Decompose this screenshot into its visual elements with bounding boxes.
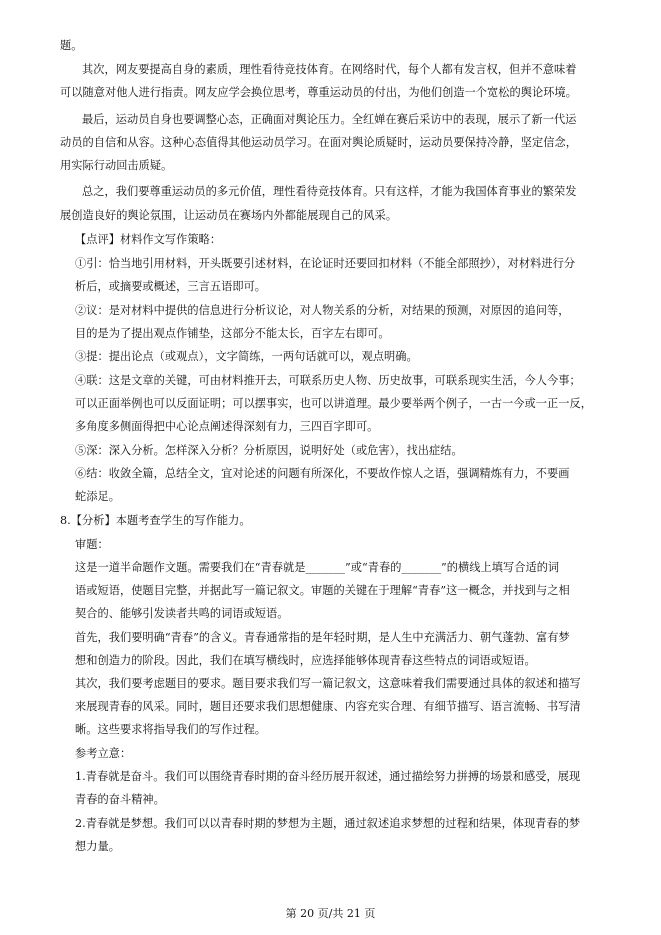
text-line: 想力量。 <box>75 840 120 853</box>
text-line: 总之，我们要尊重运动员的多元价值，理性看待竞技体育。只有这样，才能为我国体育事业的繁荣发 <box>82 185 577 198</box>
text-line: ⑤深：深入分析。怎样深入分析？分析原因，说明好处（或危害），找出症结。 <box>75 444 463 457</box>
text-line: 多角度多侧面得把中心论点阐述得深刻有力，三四百字即可。 <box>75 420 379 433</box>
text-line: 可以正面举例也可以反面证明；可以摆事实，也可以讲道理。最少要举两个例子，一古一今或一正一反， <box>75 397 592 410</box>
text-line: 来展现青春的风采。同时，题目还要求我们思想健康、内容充实合理、有细节描写、语言流畅、书写清 <box>75 700 581 713</box>
text-line: 首先，我们要明确“青春”的含义。青春通常指的是年轻时期，是人生中充满活力、朝气蓬勃、富有梦 <box>75 631 570 644</box>
text-line: 审题： <box>75 538 109 551</box>
text-line: ⑥结：收敛全篇，总结全文，宜对论述的问题有所深化，不要故作惊人之语，强调精炼有力，不要画 <box>75 467 570 480</box>
text-line: 想和创造力的阶段。因此，我们在填写横线时，应选择能够体现青春这些特点的词语或短语。 <box>75 654 536 667</box>
text-line: 青春的奋斗精神。 <box>75 793 165 806</box>
text-line: 2.青春就是梦想。我们可以以青春时期的梦想为主题，通过叙述追求梦想的过程和结果，体现青春的梦 <box>75 817 581 830</box>
text-line: 析后，或摘要或概述，三言五语即可。 <box>75 280 267 293</box>
text-line: 其次，网友要提高自身的素质，理性看待竞技体育。在网络时代，每个人都有发言权，但并不意味着 <box>82 63 577 76</box>
text-line: 蛇添足。 <box>75 490 120 503</box>
text-line: 可以随意对他人进行指责。网友应学会换位思考，尊重运动员的付出，为他们创造一个宽松的舆论环境。 <box>60 86 577 99</box>
text-line: 晰。这些要求将指导我们的写作过程。 <box>75 723 267 736</box>
text-line: 其次，我们要考虑题目的要求。题目要求我们写一篇记叙文，这意味着我们需要通过具体的叙述和描写 <box>75 677 581 690</box>
text-line: 8.【分析】本题考查学生的写作能力。 <box>60 514 251 527</box>
text-line: ③提：提出论点（或观点），文字简练，一两句话就可以，观点明确。 <box>75 350 418 363</box>
page-number-footer: 第 20 页/共 21 页 <box>285 907 376 920</box>
text-line: 这是一道半命题作文题。需要我们在“青春就是_______”或“青春的_______”的横线上填写合适的词 <box>75 561 560 574</box>
text-line: 语或短语，使题目完整，并据此写一篇记叙文。审题的关键在于理解“青春”这一概念，并找到与之相 <box>75 584 570 597</box>
text-line: 参考立意： <box>75 747 132 760</box>
text-line: 最后，运动员自身也要调整心态，正确面对舆论压力。全红婵在赛后采访中的表现，展示了新一代运 <box>82 113 577 126</box>
text-line: ②议：是对材料中提供的信息进行分析议论，对人物关系的分析，对结果的预测，对原因的追问等， <box>75 304 570 317</box>
text-line: 用实际行动回击质疑。 <box>60 159 173 172</box>
text-line: 契合的、能够引发读者共鸣的词语或短语。 <box>75 607 289 620</box>
text-line: ④联：这是文章的关键，可由材料推开去，可联系历史人物、历史故事，可联系现实生活，今人今事； <box>75 374 581 387</box>
text-line: 【点评】材料作文写作策略： <box>75 233 222 246</box>
text-line: 题。 <box>60 39 83 52</box>
text-line: ①引：恰当地引用材料，开头既要引述材料，在论证时还要回扣材料（不能全部照抄），对材料进行分 <box>75 257 576 270</box>
text-line: 展创造良好的舆论氛围，让运动员在赛场内外都能展现自己的风采。 <box>60 209 398 222</box>
text-line: 1.青春就是奋斗。我们可以围绕青春时期的奋斗经历展开叙述，通过描绘努力拼搏的场景和感受，展现 <box>75 770 581 783</box>
text-line: 动员的自信和从容。这种心态值得其他运动员学习。在面对舆论质疑时，运动员要保持冷静，坚定信念， <box>60 136 577 149</box>
text-line: 目的是为了提出观点作铺垫，这部分不能太长，百字左右即可。 <box>75 327 390 340</box>
